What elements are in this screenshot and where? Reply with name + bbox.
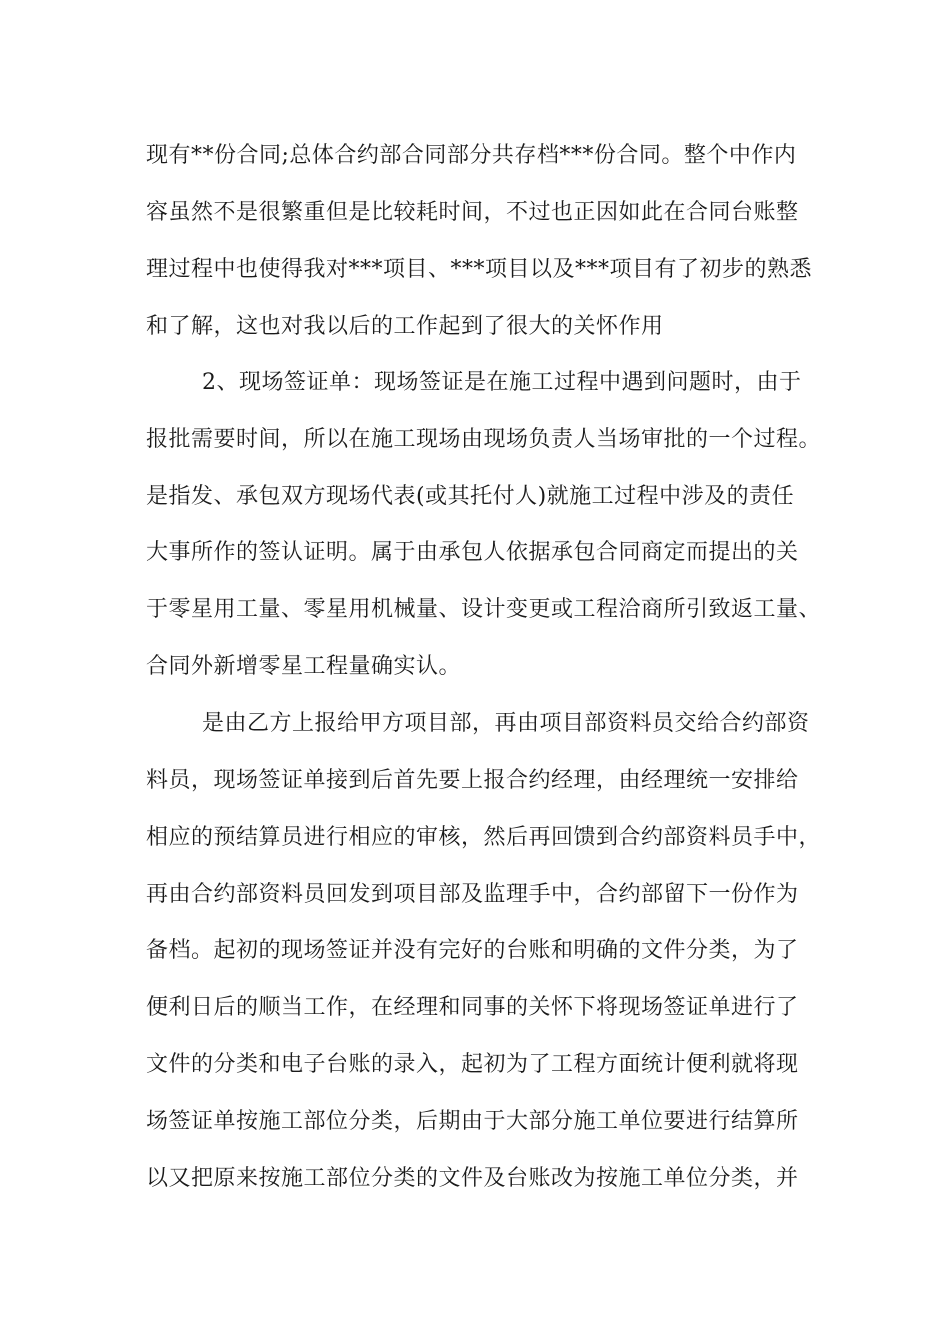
paragraph-line: 便利日后的顺当工作，在经理和同事的关怀下将现场签证单进行了 <box>146 995 799 1020</box>
paragraph-line: 合同外新增零星工程量确实认。 <box>146 654 462 679</box>
paragraph-line: 再由合约部资料员回发到项目部及监理手中，合约部留下一份作为 <box>146 882 799 907</box>
paragraph-line: 是由乙方上报给甲方项目部，再由项目部资料员交给合约部资 <box>202 711 810 736</box>
paragraph-line: 大事所作的签认证明。属于由承包人依据承包合同商定而提出的关 <box>146 540 799 565</box>
paragraph-line: 报批需要时间，所以在施工现场由现场负责人当场审批的一个过程。 <box>146 427 822 452</box>
paragraph-line: 文件的分类和电子台账的录入，起初为了工程方面统计便利就将现 <box>146 1052 799 1077</box>
paragraph-line: 现有**份合同;总体合约部合同部分共存档***份合同。整个中作内 <box>146 143 797 168</box>
paragraph-line: 是指发、承包双方现场代表(或其托付人)就施工过程中涉及的责任 <box>146 484 795 509</box>
paragraph-line: 于零星用工量、零星用机械量、设计变更或工程洽商所引致返工量、 <box>146 597 822 622</box>
paragraph-line: 备档。起初的现场签证并没有完好的台账和明确的文件分类，为了 <box>146 938 799 963</box>
paragraph-line: 以又把原来按施工部位分类的文件及台账改为按施工单位分类，并 <box>146 1166 799 1191</box>
paragraph-line: 场签证单按施工部位分类，后期由于大部分施工单位要进行结算所 <box>146 1109 799 1134</box>
paragraph-line: 和了解，这也对我以后的工作起到了很大的关怀作用 <box>146 314 664 339</box>
paragraph-line: 容虽然不是很繁重但是比较耗时间，不过也正因如此在合同台账整 <box>146 200 799 225</box>
paragraph-line: 料员，现场签证单接到后首先要上报合约经理，由经理统一安排给 <box>146 768 799 793</box>
paragraph-line: 2、现场签证单：现场签证是在施工过程中遇到问题时，由于 <box>202 370 802 395</box>
paragraph-line: 理过程中也使得我对***项目、***项目以及***项目有了初步的熟悉 <box>146 257 813 282</box>
paragraph-line: 相应的预结算员进行相应的审核，然后再回馈到合约部资料员手中， <box>146 825 822 850</box>
